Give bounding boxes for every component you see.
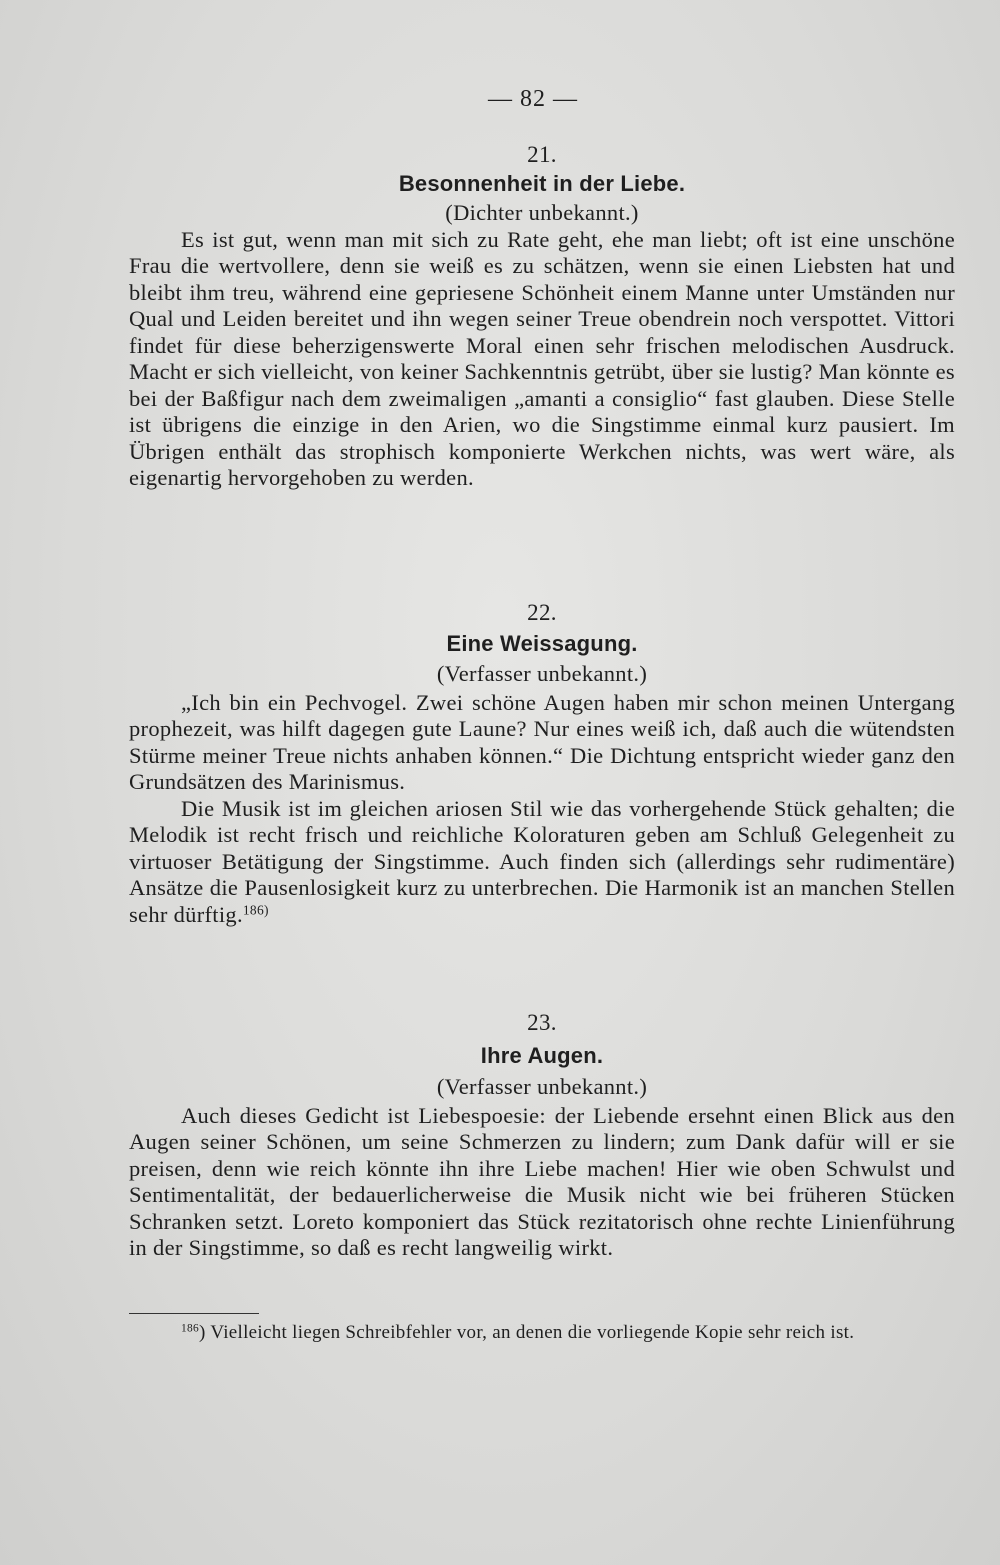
- paragraph: Es ist gut, wenn man mit sich zu Rate geht, ehe man liebt; oft ist eine unschöne Frau die wertvollere, denn sie weiß es zu schätzen, wenn sie einen Liebsten hat und bleibt ihm treu, während eine gepriesene Schönheit einem Manne unter Umständen nur Qual und Leiden bereitet und ihn wegen seiner Treue obendrein noch verspottet. Vittori findet für diese beherzigenswerte Moral einen sehr frischen melodischen Ausdruck. Macht er sich vielleicht, von keiner Sachkenntnis getrübt, über sie lustig? Man könnte es bei der Baßfigur nach dem zweimaligen „amanti a consiglio“ fast glauben. Diese Stelle ist übrigens die einzige in den Arien, wo die Singstimme einmal kurz pausiert. Im Übrigen enthält das strophisch komponierte Werkchen nichts, was wert wäre, als eigenartig hervorgehoben zu werden.: [129, 226, 955, 490]
- section-number: 22.: [527, 600, 557, 625]
- paragraph: „Ich bin ein Pechvogel. Zwei schöne Augen haben mir schon meinen Untergang prophezeit, was hilft dagegen gute Laune? Nur eines weiß ich, daß auch die wütendsten Stürme meiner Treue nichts anhaben können.“ Die Dichtung entspricht wieder ganz den Grundsätzen des Marinismus.: [129, 689, 955, 794]
- section-author: (Verfasser unbekannt.): [436, 1074, 648, 1099]
- footnote-marker: 186: [181, 1322, 199, 1335]
- footnote: [129, 1321, 955, 1344]
- section-title: Ihre Augen.: [480, 1042, 604, 1068]
- section-author: (Dichter unbekannt.): [445, 200, 639, 225]
- footnote-reference: 186): [242, 902, 269, 918]
- footnote-text: ) Vielleicht liegen Schreibfehler vor, an denen die vorliegende Kopie sehr reich ist.: [199, 1322, 855, 1343]
- section-number: 21.: [527, 142, 557, 167]
- section-author: (Verfasser unbekannt.): [436, 661, 648, 686]
- paragraph-text: Die Musik ist im gleichen ariosen Stil wie das vorhergehende Stück gehalten; die Melodik ist recht frisch und reichliche Koloraturen geben am Schluß Gelegenheit zu virtuoser Betätigung der Singstimme. Auch finden sich (allerdings sehr rudimentäre) Ansätze die Pausenlosigkeit kurz zu unterbrechen. Die Harmonik ist an manchen Stellen sehr dürftig.: [129, 795, 955, 927]
- section-21: [129, 142, 955, 492]
- paragraph: [129, 796, 955, 929]
- section-23: [129, 1010, 955, 1262]
- section-22: [129, 600, 955, 928]
- section-title: Eine Weissagung.: [446, 630, 638, 656]
- footnote-divider: [129, 1313, 259, 1314]
- paragraph: Auch dieses Gedicht ist Liebespoesie: der Liebende ersehnt einen Blick aus den Augen seiner Schönen, um seine Schmerzen zu lindern; zum Dank dafür will er sie preisen, denn wie reich könnte ihn ihre Liebe machen! Hier wie oben Schwulst und Sentimentalität, der bedauerlicherweise die Musik nicht wie bei früheren Stücken Schranken setzt. Loreto komponiert das Stück rezitatorisch ohne rechte Linienführung in der Singstimme, so daß es recht langweilig wirkt.: [129, 1102, 955, 1260]
- section-number: 23.: [527, 1010, 557, 1035]
- page-number: — 82 —: [488, 86, 578, 112]
- section-title: Besonnenheit in der Liebe.: [398, 170, 686, 196]
